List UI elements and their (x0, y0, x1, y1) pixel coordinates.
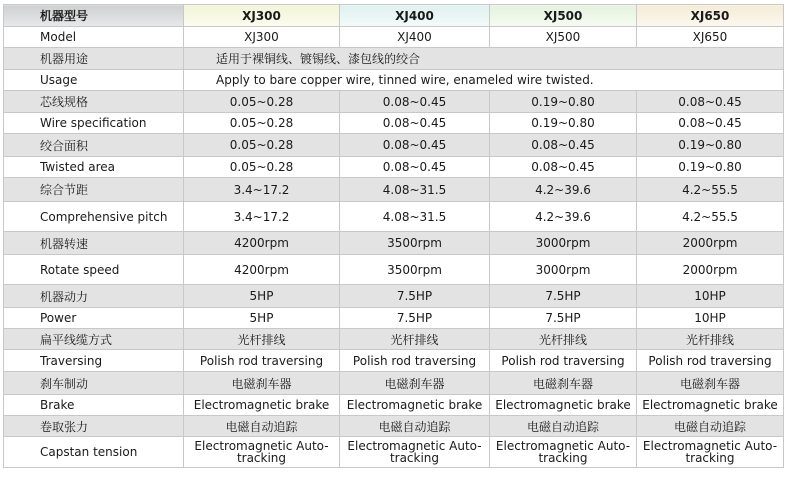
spec-cell: 光杆排线 (340, 329, 490, 350)
spec-row-label: Comprehensive pitch (4, 202, 184, 232)
spec-cell: 3500rpm (340, 255, 490, 285)
spec-cell: Polish rod traversing (184, 350, 340, 372)
spec-row (4, 91, 784, 113)
spec-cell: 4.2~55.5 (637, 202, 784, 232)
spec-row-label: 机器动力 (4, 285, 184, 308)
spec-row-label: Usage (4, 70, 184, 91)
header-row (4, 5, 784, 27)
spec-cell: 光杆排线 (490, 329, 637, 350)
spec-row (4, 70, 784, 91)
spec-cell: 0.08~0.45 (340, 91, 490, 113)
spec-cell: Electromagnetic brake (340, 395, 490, 416)
spec-cell: 7.5HP (490, 308, 637, 329)
spec-cell: 0.08~0.45 (340, 157, 490, 178)
spec-cell: 2000rpm (637, 232, 784, 255)
spec-cell: 0.05~0.28 (184, 113, 340, 134)
spec-cell: 0.19~0.80 (637, 134, 784, 157)
spec-row (4, 416, 784, 437)
spec-table-body (4, 5, 784, 468)
spec-table (3, 4, 784, 468)
spec-cell: Electromagnetic brake (490, 395, 637, 416)
spec-cell: 5HP (184, 285, 340, 308)
spec-cell: 7.5HP (340, 285, 490, 308)
spec-row (4, 308, 784, 329)
spec-row (4, 113, 784, 134)
spec-cell: 电磁刹车器 (184, 372, 340, 395)
spec-cell: 电磁自动追踪 (490, 416, 637, 437)
spec-row-label: Rotate speed (4, 255, 184, 285)
spec-cell: 0.08~0.45 (340, 113, 490, 134)
spec-cell: 3000rpm (490, 255, 637, 285)
spec-row (4, 48, 784, 70)
spec-row (4, 329, 784, 350)
spec-row (4, 285, 784, 308)
spec-cell: 4.2~55.5 (637, 178, 784, 202)
spec-row-label: Brake (4, 395, 184, 416)
header-label: 机器型号 (4, 5, 184, 27)
spec-cell: Electromagnetic Auto-tracking (340, 437, 490, 468)
spec-cell: 3.4~17.2 (184, 202, 340, 232)
spec-cell: Polish rod traversing (490, 350, 637, 372)
spec-row-label: Wire specification (4, 113, 184, 134)
spec-row (4, 232, 784, 255)
spec-cell: 3.4~17.2 (184, 178, 340, 202)
spec-row-label: Twisted area (4, 157, 184, 178)
spec-cell: 0.08~0.45 (340, 134, 490, 157)
spec-row-label: 刹车制动 (4, 372, 184, 395)
spec-row-label: 机器用途 (4, 48, 184, 70)
spec-cell: XJ300 (184, 27, 340, 48)
spec-cell: Electromagnetic brake (637, 395, 784, 416)
spec-cell: XJ650 (637, 27, 784, 48)
spec-row-label: Power (4, 308, 184, 329)
spec-cell: 7.5HP (490, 285, 637, 308)
spec-cell: 0.19~0.80 (490, 91, 637, 113)
spec-row (4, 395, 784, 416)
spec-row (4, 157, 784, 178)
spec-row-label: 综合节距 (4, 178, 184, 202)
spec-cell: 光杆排线 (184, 329, 340, 350)
spec-row-label: 绞合面积 (4, 134, 184, 157)
spec-cell: 4200rpm (184, 255, 340, 285)
spec-cell: 4.08~31.5 (340, 178, 490, 202)
spec-cell: Electromagnetic Auto-tracking (184, 437, 340, 468)
header-model-xj650: XJ650 (637, 5, 784, 27)
spec-row (4, 134, 784, 157)
spec-row (4, 350, 784, 372)
spec-cell: Polish rod traversing (637, 350, 784, 372)
spec-cell: 10HP (637, 308, 784, 329)
spec-cell: Polish rod traversing (340, 350, 490, 372)
spec-cell: 10HP (637, 285, 784, 308)
spec-cell: 2000rpm (637, 255, 784, 285)
spec-cell: 3000rpm (490, 232, 637, 255)
header-model-xj500: XJ500 (490, 5, 637, 27)
spec-cell: 0.05~0.28 (184, 157, 340, 178)
spec-cell: XJ400 (340, 27, 490, 48)
spec-cell: Electromagnetic brake (184, 395, 340, 416)
spec-cell: 4.08~31.5 (340, 202, 490, 232)
spec-cell: 0.19~0.80 (637, 157, 784, 178)
spec-cell: XJ500 (490, 27, 637, 48)
spec-cell: 电磁自动追踪 (184, 416, 340, 437)
spec-row-label: 卷取张力 (4, 416, 184, 437)
spec-row-label: Traversing (4, 350, 184, 372)
spec-cell: 0.08~0.45 (637, 113, 784, 134)
spec-cell: 4.2~39.6 (490, 202, 637, 232)
spec-cell: 电磁刹车器 (340, 372, 490, 395)
spec-cell: 4.2~39.6 (490, 178, 637, 202)
spec-row-label: Model (4, 27, 184, 48)
spec-cell: Electromagnetic Auto-tracking (490, 437, 637, 468)
spec-row-span-value: Apply to bare copper wire, tinned wire, enameled wire twisted. (184, 70, 784, 91)
spec-cell: 0.08~0.45 (490, 134, 637, 157)
header-model-xj400: XJ400 (340, 5, 490, 27)
spec-row (4, 437, 784, 468)
spec-cell: 0.05~0.28 (184, 91, 340, 113)
spec-cell: 电磁刹车器 (637, 372, 784, 395)
spec-row-label: 芯线规格 (4, 91, 184, 113)
spec-row-label: 扁平线缆方式 (4, 329, 184, 350)
spec-row-label: Capstan tension (4, 437, 184, 468)
spec-cell: 3500rpm (340, 232, 490, 255)
spec-row (4, 27, 784, 48)
spec-cell: 0.19~0.80 (490, 113, 637, 134)
spec-row (4, 255, 784, 285)
spec-cell: 0.08~0.45 (637, 91, 784, 113)
spec-cell: 4200rpm (184, 232, 340, 255)
spec-row (4, 202, 784, 232)
header-model-xj300: XJ300 (184, 5, 340, 27)
spec-cell: 0.05~0.28 (184, 134, 340, 157)
spec-cell: Electromagnetic Auto-tracking (637, 437, 784, 468)
spec-row-span-value: 适用于裸铜线、镀锡线、漆包线的绞合 (184, 48, 784, 70)
spec-row (4, 178, 784, 202)
spec-cell: 电磁自动追踪 (637, 416, 784, 437)
spec-row-label: 机器转速 (4, 232, 184, 255)
spec-cell: 0.08~0.45 (490, 157, 637, 178)
spec-row (4, 372, 784, 395)
spec-cell: 电磁刹车器 (490, 372, 637, 395)
spec-cell: 电磁自动追踪 (340, 416, 490, 437)
spec-cell: 5HP (184, 308, 340, 329)
spec-cell: 光杆排线 (637, 329, 784, 350)
spec-cell: 7.5HP (340, 308, 490, 329)
